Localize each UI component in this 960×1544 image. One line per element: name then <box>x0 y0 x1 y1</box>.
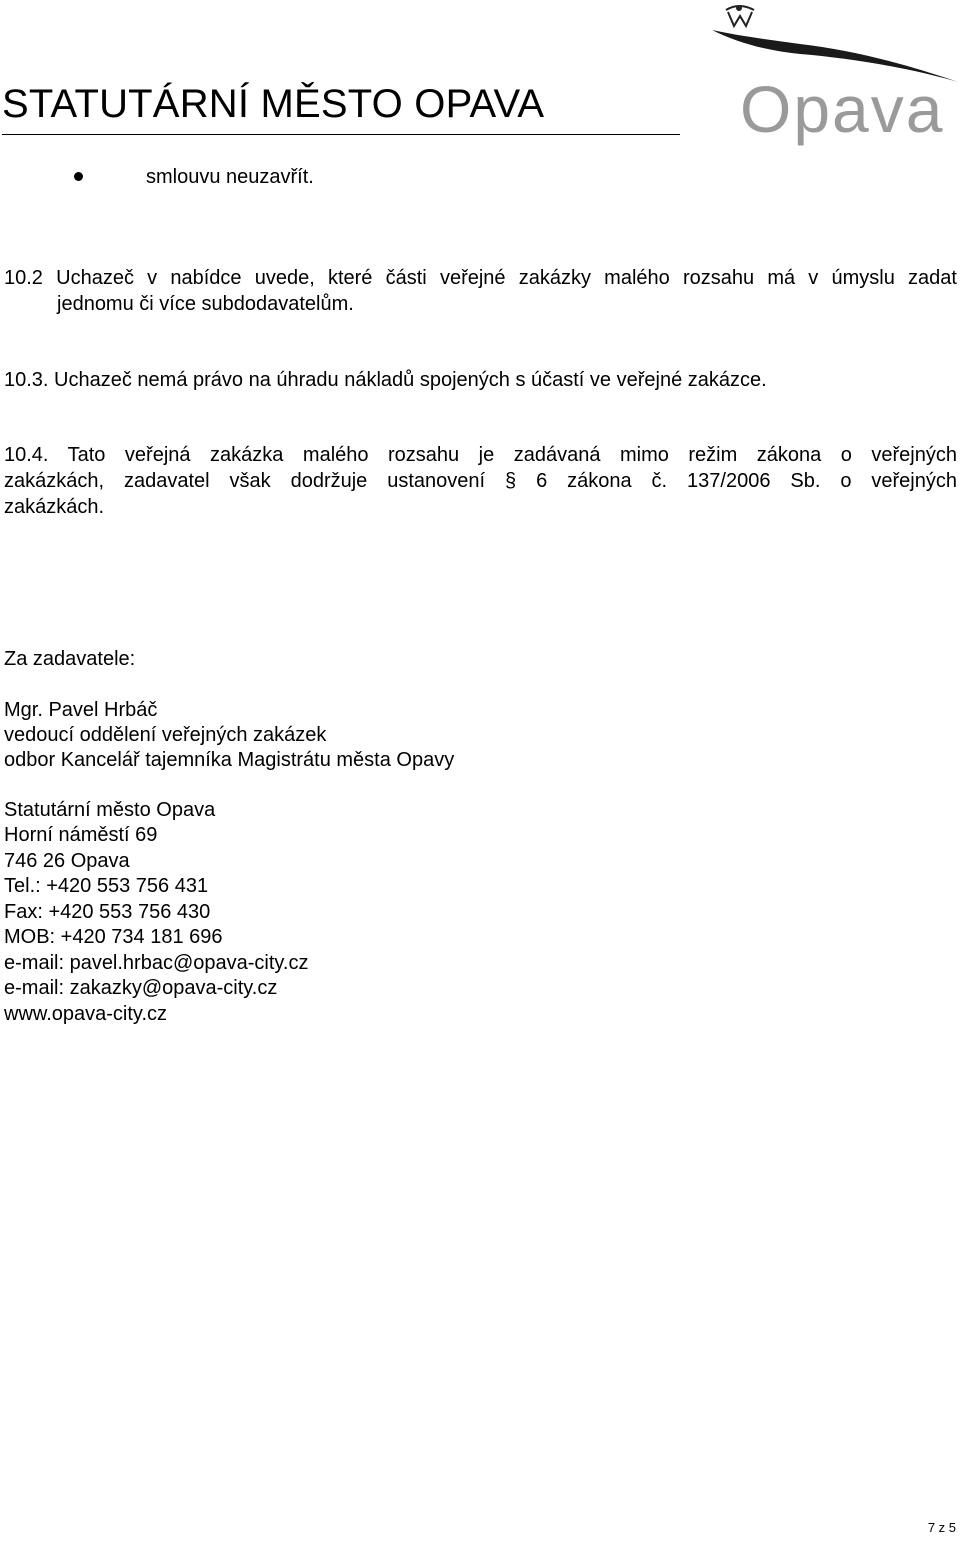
bullet-dot-icon <box>74 172 83 181</box>
opava-logo <box>700 0 960 150</box>
para-10-2-line-1: 10.2 Uchazeč v nabídce uvede, které části veřejné zakázky malého rozsahu má v úmyslu zadat <box>4 267 957 289</box>
contact-email-general[interactable]: e-mail: zakazky@opava-city.cz <box>4 977 278 999</box>
signature-position: vedoucí oddělení veřejných zakázek <box>4 724 327 746</box>
signature-name: Mgr. Pavel Hrbáč <box>4 699 158 721</box>
header-divider <box>2 134 680 135</box>
page-header-title: STATUTÁRNÍ MĚSTO OPAVA <box>2 82 545 126</box>
para-10-4-line-1: 10.4. Tato veřejná zakázka malého rozsahu je zadávaná mimo režim zákona o veřejných <box>4 444 957 466</box>
para-10-4-line-3: zakázkách. <box>4 496 105 518</box>
para-10-3: 10.3. Uchazeč nemá právo na úhradu nákladů spojených s účastí ve veřejné zakázce. <box>4 369 767 391</box>
contact-fax: Fax: +420 553 756 430 <box>4 901 211 923</box>
page-number: 7 z 5 <box>927 1520 956 1535</box>
contact-street: Horní náměstí 69 <box>4 824 158 846</box>
signature-label: Za zadavatele: <box>4 648 136 670</box>
bullet-item-text: smlouvu neuzavřít. <box>146 166 314 188</box>
contact-website-link[interactable]: www.opava-city.cz <box>4 1003 168 1025</box>
contact-mob: MOB: +420 734 181 696 <box>4 926 223 948</box>
para-10-2-line-2: jednomu či více subdodavatelům. <box>57 293 354 315</box>
para-10-4-line-2: zakázkách, zadavatel však dodržuje ustanovení § 6 zákona č. 137/2006 Sb. o veřejných <box>4 470 957 492</box>
crown-icon <box>726 6 754 26</box>
signature-department: odbor Kancelář tajemníka Magistrátu města Opavy <box>4 749 455 771</box>
contact-city: 746 26 Opava <box>4 850 130 872</box>
contact-email-personal[interactable]: e-mail: pavel.hrbac@opava-city.cz <box>4 952 309 974</box>
contact-organization: Statutární město Opava <box>4 799 216 821</box>
contact-tel: Tel.: +420 553 756 431 <box>4 875 209 897</box>
logo-wordmark: Opava <box>740 72 945 146</box>
